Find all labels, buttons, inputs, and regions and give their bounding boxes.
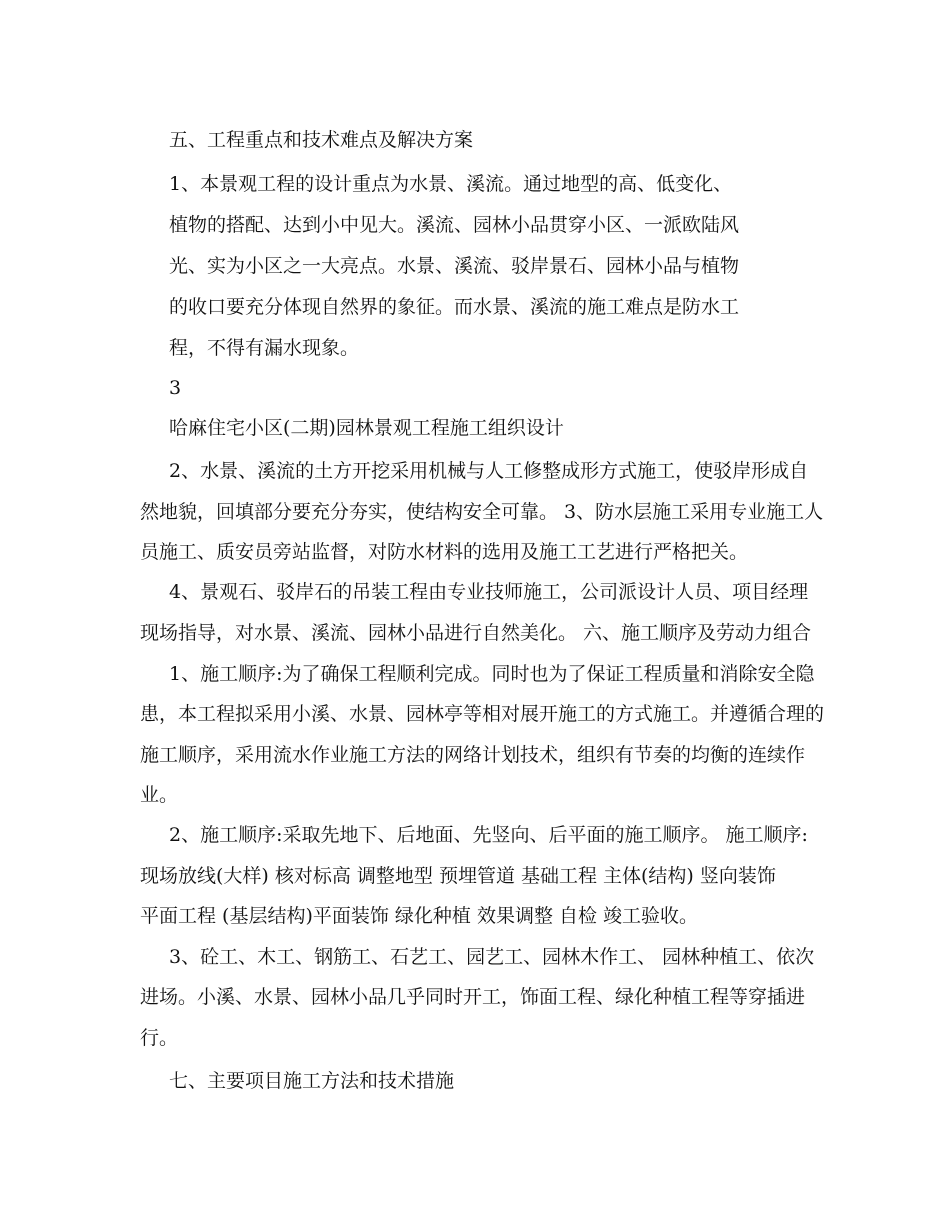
paragraph-line: 2、施工顺序:采取先地下、后地面、先竖向、后平面的施工顺序。 施工顺序: — [169, 824, 808, 846]
paragraph-line: 然地貌，回填部分要充分夯实，使结构安全可靠。 3、防水层施工采用专业施工人 — [140, 501, 824, 523]
paragraph-line: 2、水景、溪流的土方开挖采用机械与人工修整成形方式施工，使驳岸形成自 — [169, 460, 809, 482]
paragraph-line: 1、本景观工程的设计重点为水景、溪流。通过地型的高、低变化、 — [169, 173, 733, 195]
paragraph-line: 员施工、质安员旁站监督，对防水材料的选用及施工工艺进行严格把关。 — [140, 541, 749, 563]
paragraph-line: 行。 — [140, 1027, 179, 1049]
paragraph-line: 3、砼工、木工、钢筋工、石艺工、园艺工、园林木作工、 园林种植工、依次 — [169, 946, 815, 968]
page-number: 3 — [169, 377, 182, 399]
paragraph-line: 平面工程 (基层结构)平面装饰 绿化种植 效果调整 自检 竣工验收。 — [140, 905, 699, 927]
section-heading-5: 五、工程重点和技术难点及解决方案 — [169, 129, 474, 151]
paragraph-line: 光、实为小区之一大亮点。水景、溪流、驳岸景石、园林小品与植物 — [169, 255, 740, 277]
paragraph-line: 患，本工程拟采用小溪、水景、园林亭等相对展开施工的方式施工。并遵循合理的 — [140, 703, 825, 725]
paragraph-line: 植物的搭配、达到小中见大。溪流、园林小品贯穿小区、一派欧陆风 — [169, 214, 740, 236]
paragraph-line: 1、施工顺序:为了确保工程顺利完成。同时也为了保证工程质量和消除安全隐 — [169, 663, 815, 685]
running-header: 哈麻住宅小区(二期)园林景观工程施工组织设计 — [169, 417, 564, 439]
paragraph-line: 进场。小溪、水景、园林小品几乎同时开工，饰面工程、绿化种植工程等穿插进 — [140, 986, 806, 1008]
paragraph-line: 业。 — [140, 784, 179, 806]
paragraph-line: 现场放线(大样) 核对标高 调整地型 预埋管道 基础工程 主体(结构) 竖向装饰 — [140, 865, 776, 887]
paragraph-line: 程，不得有漏水现象。 — [169, 337, 360, 359]
paragraph-line: 施工顺序，采用流水作业施工方法的网络计划技术，组织有节奏的均衡的连续作 — [140, 744, 806, 766]
section-heading-7: 七、主要项目施工方法和技术措施 — [169, 1070, 455, 1092]
paragraph-line: 的收口要充分体现自然界的象征。而水景、溪流的施工难点是防水工 — [169, 296, 740, 318]
paragraph-line: 现场指导，对水景、溪流、园林小品进行自然美化。 六、施工顺序及劳动力组合 — [140, 622, 812, 644]
paragraph-line: 4、景观石、驳岸石的吊装工程由专业技师施工，公司派设计人员、项目经理 — [169, 581, 809, 603]
